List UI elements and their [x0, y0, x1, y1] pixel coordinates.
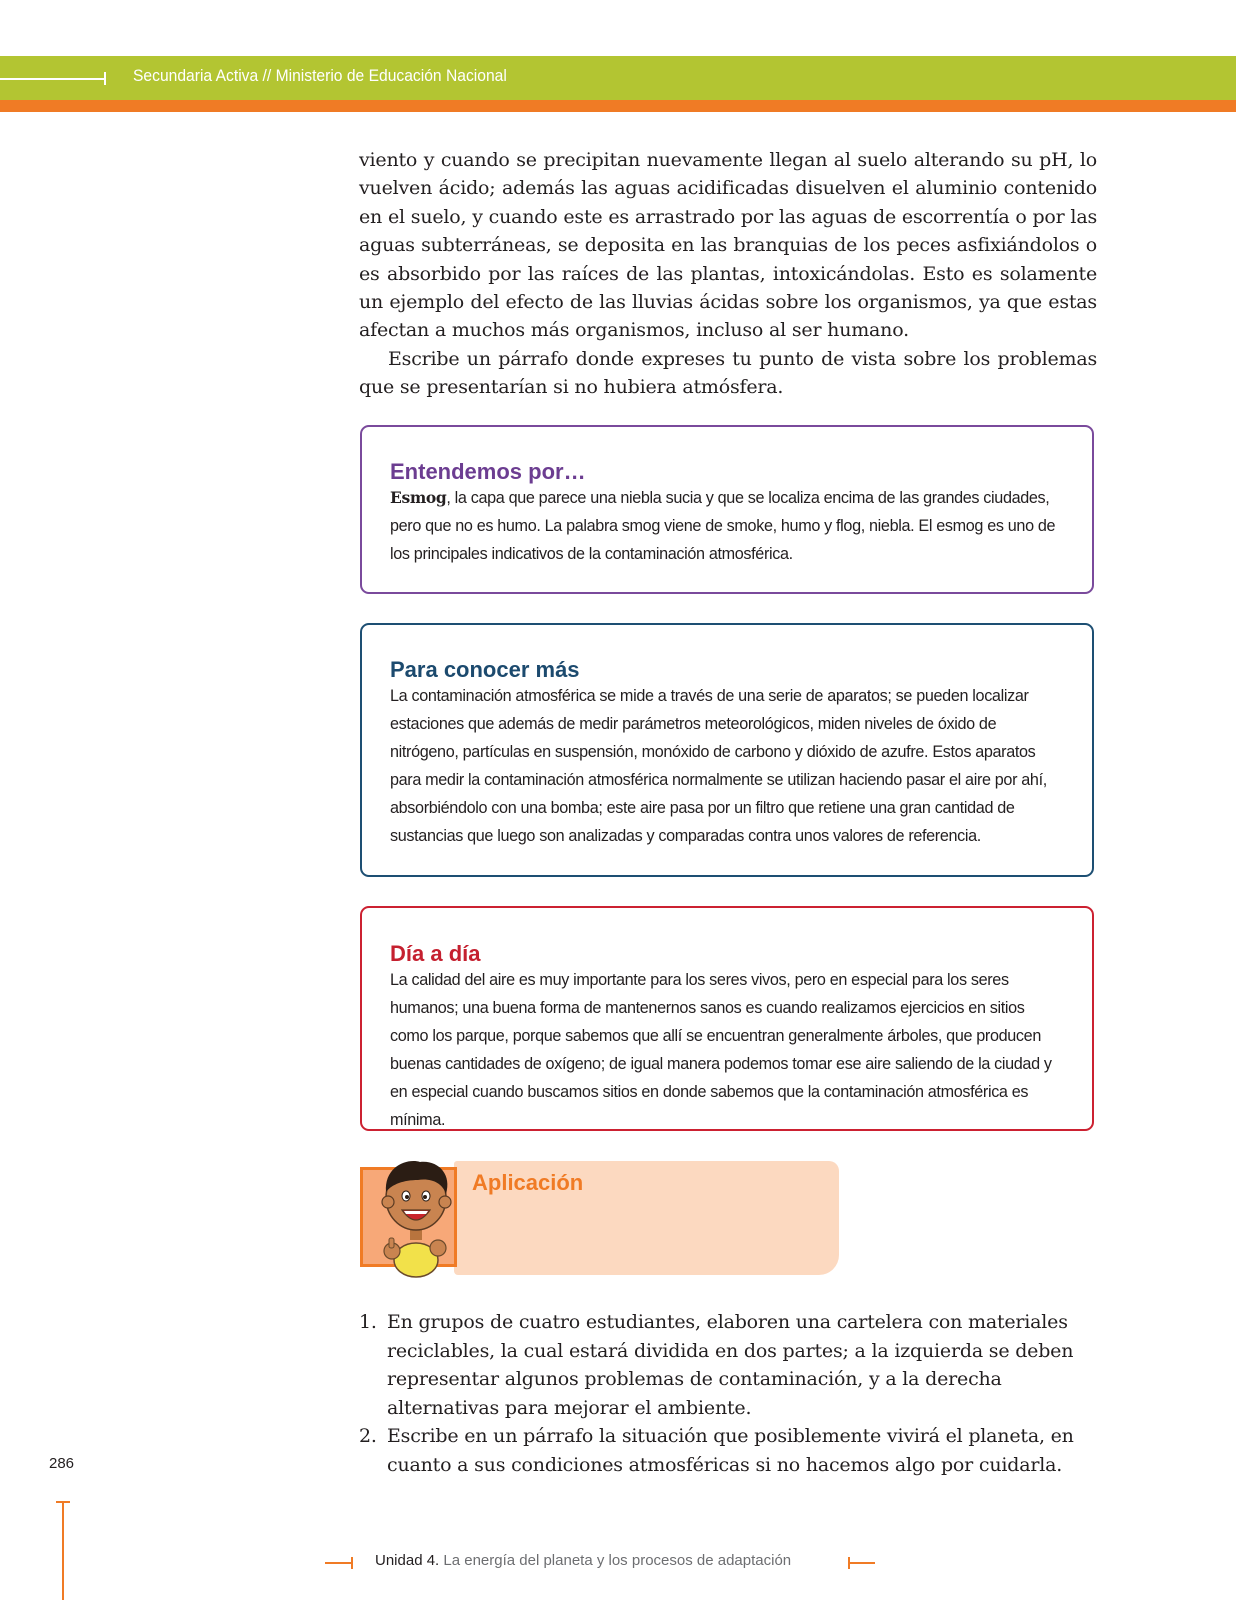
list-item-text: En grupos de cuatro estudiantes, elaboren una cartelera con materiales reciclables, la cual estará dividida en dos partes; a la izquierda se deben representar algunos problemas de contaminación, y a la derecha alternativas para mejorar el ambiente. [387, 1311, 1074, 1419]
box-heading: Día a día [390, 941, 481, 966]
box-text: La calidad del aire es muy importante para los seres vivos, pero en especial para los seres humanos; una buena forma de mantenernos sanos es cuando realizamos ejercicios en sitios como los parque, porque sabemos que allí se encuentran generalmente árboles, que producen buenas cantidades de oxígeno; de igual manera podemos tomar ese aire saliendo de la ciudad y en especial cuando buscamos sitios en donde sabemos que la contaminación atmosférica es mínima. [390, 971, 1052, 1129]
header-rule-tick [104, 72, 106, 85]
body-paragraph: Escribe un párrafo donde expreses tu punto de vista sobre los problemas que se presentarían si no hubiera atmósfera. [359, 347, 1097, 399]
footer-unit [375, 1552, 791, 1569]
list-item [359, 1422, 1095, 1479]
list-item-text: Escribe en un párrafo la situación que posiblemente vivirá el planeta, en cuanto a sus condiciones atmosféricas si no hacemos algo por cuidarla. [387, 1425, 1074, 1476]
box-text [390, 484, 1066, 568]
list-item-number: 1. [359, 1311, 377, 1333]
footer-rule-left [325, 1562, 352, 1564]
definition-text: , la capa que parece una niebla sucia y que se localiza encima de las grandes ciudades, pero que no es humo. La palabra smog viene de smoke, humo y flog, niebla. El esmog es uno de los principales indicativos de la contaminación atmosférica. [390, 489, 1056, 563]
footer-unit-label: Unidad 4. [375, 1552, 440, 1569]
box-text: La contaminación atmosférica se mide a través de una serie de aparatos; se pueden localizar estaciones que además de medir parámetros meteorológicos, miden niveles de óxido de nitrógeno, partículas en suspensión, monóxido de carbono y dióxido de azufre. Estos aparatos para medir la contaminación atmosférica normalmente se utilizan haciendo pasar el aire por ahí, absorbiéndolo con una bomba; este aire pasa por un filtro que retiene una gran cantidad de sustancias que luego son analizadas y comparadas contra unos valores de referencia. [390, 687, 1047, 845]
activity-list [359, 1308, 1095, 1479]
box-heading: Para conocer más [390, 657, 580, 682]
box-heading: Entendemos por… [390, 459, 586, 484]
list-item [359, 1308, 1095, 1422]
footer-rule-right [848, 1562, 875, 1564]
dia-a-dia-box [360, 906, 1094, 1131]
header-accent-stripe [0, 100, 1236, 112]
footer-rule-left-tick [351, 1557, 353, 1569]
child-thumbs-up-icon [368, 1156, 468, 1278]
list-item-number: 2. [359, 1425, 377, 1447]
header-rule [0, 78, 106, 80]
body-text [359, 146, 1097, 402]
page-number: 286 [49, 1455, 75, 1472]
definition-term: Esmog [390, 488, 447, 507]
body-paragraph: viento y cuando se precipitan nuevamente llegan al suelo alterando su pH, lo vuelven ácido; además las aguas acidificadas disuelven el aluminio contenido en el suelo, y cuando este es arrastrado por las aguas de escorrentía o por las aguas subterráneas, se deposita en las branquias de los peces asfixiándolos o es absorbido por las raíces de las plantas, intoxicándolas. Esto es solamente un ejemplo del efecto de las lluvias ácidas sobre los organismos, ya que estas afectan a muchos más organismos, incluso al ser humano. [359, 149, 1097, 342]
margin-rule [62, 1502, 64, 1600]
entendemos-por-box [360, 425, 1094, 594]
footer-unit-title: La energía del planeta y los procesos de adaptación [439, 1552, 792, 1569]
header-title: Secundaria Activa // Ministerio de Educación Nacional [133, 66, 507, 85]
aplicacion-title: Aplicación [472, 1170, 584, 1195]
para-conocer-mas-box [360, 623, 1094, 877]
